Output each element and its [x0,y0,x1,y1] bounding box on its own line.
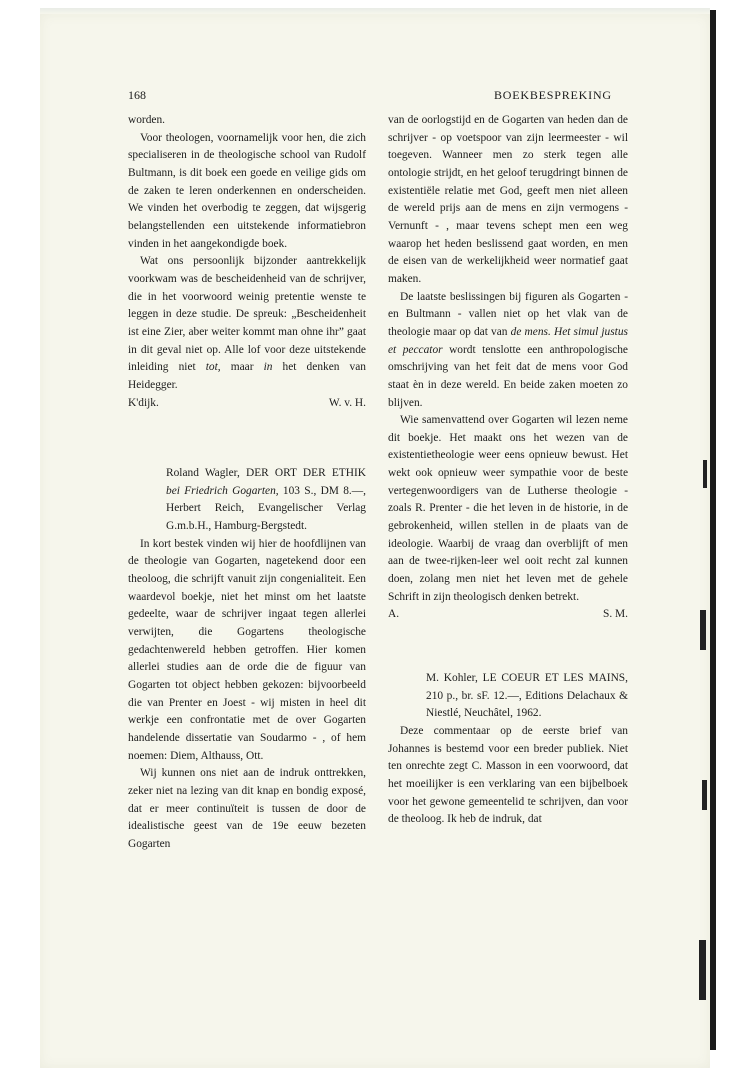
left-paragraph-5: Wij kunnen ons niet aan de indruk onttrekken, zeker niet na lezing van dit knap en bondig exposé, dat er meer continuïteit is tussen de door de idealistische geest van de 19e eeuw bezeten Gogarten [128,767,366,850]
signoff-place-right: A. [388,608,400,621]
left-p3-text-b: maar [220,361,264,374]
edge-mark-4 [699,940,706,1000]
right-p2-text-b: wordt tenslotte een anthropologische omschrijving van het feit dat de mens voor God staat èn in deze wereld. En beide zaken moeten zo blijven. [388,343,628,409]
left-signoff [128,395,366,413]
review-heading-wagler [166,465,366,536]
right-paragraph-3: Wie samenvattend over Gogarten wil lezen neme dit boekje. Het maakt ons het wezen van de existentietheologie weer eens opnieuw bewust. Het wekt ook opnieuw weer sympathie voor de beste vertegenwoordigers van de Lutherse theologie - zoals R. Prenter - die het leven in de historie, in de gebrokenheid, willen stellen in de plaats van de ideologie. Waarbij de vraag dan overblijft of men aan de twee-rijken-leer wel ooit recht zal kunnen doen, zolang men niet het leven met de gehele Schrift in zijn theologisch denken betrekt. [388,414,628,603]
review2-head-a: Roland Wagler, DER ORT DER ETHIK [166,467,366,480]
signoff-place: K'dijk. [128,396,159,409]
review2-head-b: 103 S., DM 8.—, Herbert Reich, Evangelischer Verlag G.m.b.H., Hamburg-Bergstedt. [166,484,366,533]
left-paragraph-1: worden. [128,114,166,126]
signoff-initials-right: S. M. [602,608,628,621]
left-paragraph-3 [128,253,366,394]
review2-head-em: bei Friedrich Gogarten, [166,484,279,497]
section-gap [128,412,366,465]
right-signoff [388,606,628,624]
left-p3-em-tot: tot, [205,361,221,374]
left-column [128,112,366,854]
review-heading-kohler: M. Kohler, LE COEUR ET LES MAINS, 210 p., br. sF. 12.—, Editions Delachaux & Niestlé, Neuchâtel, 1962. [426,672,628,720]
left-paragraph-2: Voor theologen, voornamelijk voor hen, die zich specialiseren in de theologische school van Rudolf Bultmann, is dit boek een goede en veilige gids om de zaken te leren onderkennen en onderscheiden. We vinden het overbodig te zeggen, dat wijsgerig belangstellenden een uitstekende informatiebron vinden in het aangekondigde boek. [128,131,366,250]
edge-mark-2 [700,610,706,650]
right-p2-em: de mens. Het simul justus et peccator [388,325,628,356]
left-p3-em-in: in [263,361,273,374]
edge-mark-3 [702,780,707,810]
left-paragraph-4: In kort bestek vinden wij hier de hoofdlijnen van de theologie van Gogarten, nagetekend door een theoloog, die schrijft vanuit zijn congenialiteit. Een waardevol boekje, niet het minst om het laatste gedeelte, waar de schrijver ingaat tegen allerlei verwijten, die Gogartens theologische gedachtenwereld hebben getroffen. Hier komen allerlei studies aan de orde die de figuur van Gogarten tot object hebben gekozen: bijvoorbeeld die van Prenter en Joest - wij misten in heel dit werkje een confrontatie met de over Gogarten handelende dissertatie van Soudarmo - , of hem noemen: Diem, Althauss, Ott. [128,537,366,762]
left-p3-text-a: Wat ons persoonlijk bijzonder aantrekkelijk voorkwam was de bescheidenheid van de schrijver, die in het voorwoord weinig pretentie wenste te leggen in deze studie. De spreuk: „Bescheidenheit ist eine Zier, aber weiter kommt man ohne ihr” gaat in dit geval niet op. Alle lof voor deze uitstekende inleiding niet [128,255,366,374]
binding-edge [710,10,716,1050]
right-column [388,112,628,829]
left-p3-text-c: het denken van Heidegger. [128,361,366,391]
section-gap-right [388,624,628,670]
right-paragraph-1: van de oorlogstijd en de Gogarten van heden dan de schrijver - op voetspoor van zijn leermeester - wil toegeven. Wanneer men zo sterk tegen alle ontologie strijdt, en het geloof terugdringt binnen de existentiële relatie met God, geeft men niet alleen de wereld prijs aan de mens en zijn vermogens - Vernunft - , maar tevens schept men een weg waarop het heden beslissend gaat worden, en men de eisen van de werkelijkheid weer normatief gaat maken. [388,114,628,285]
right-paragraph-2 [388,289,628,413]
running-head: BOEKBESPREKING [494,88,612,102]
edge-mark-1 [703,460,707,488]
right-p2-text-a: De laatste beslissingen bij figuren als Gogarten - en Bultmann - vallen niet op het vlak van de theologie maar op dat van [388,290,628,338]
page-number: 168 [128,88,146,102]
signoff-initials: W. v. H. [328,396,366,409]
right-paragraph-4: Deze commentaar op de eerste brief van Johannes is bestemd voor een breder publiek. Niet ten onrechte zegt C. Masson in een voorwoord, dat het moeilijker is een verklaring van een bijbelboek voor het gewone gemeentelid te schrijven, dan voor de theoloog. Ik heb de indruk, dat [388,725,628,826]
